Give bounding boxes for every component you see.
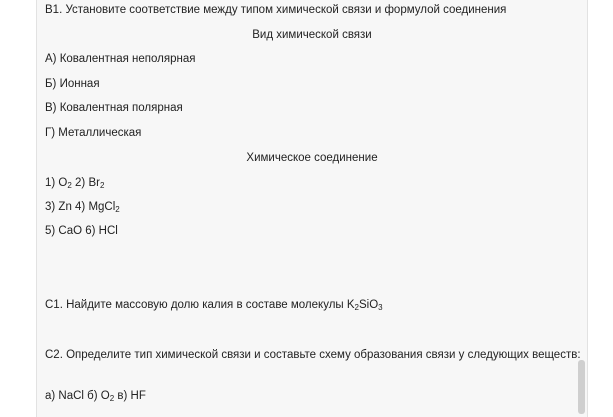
subscript: 2: [354, 303, 359, 312]
subscript: 2: [109, 394, 115, 403]
compound-text: 3) Zn 4) MgCl: [45, 201, 116, 213]
c1-text: С1. Найдите массовую долю калия в составе молекулы K: [45, 299, 355, 311]
subscript: 2: [99, 181, 105, 190]
compound-row-2: [45, 200, 120, 214]
bond-type-item: В) Ковалентная полярная: [45, 102, 183, 114]
compound-text: 2) Br: [71, 177, 100, 189]
bond-type-item: Б) Ионная: [45, 78, 100, 90]
c1-formula: SiO: [359, 299, 379, 311]
compound-text: 1) O: [45, 177, 68, 189]
c1-task: [45, 298, 383, 312]
compounds-heading: Химическое соединение: [246, 152, 378, 164]
bond-types-heading: Вид химической связи: [252, 29, 372, 41]
b1-task-title: В1. Установите соответствие между типом химической связи и формулой соединения: [45, 4, 507, 16]
scrollbar-thumb[interactable]: [578, 360, 585, 414]
bond-type-item: А) Ковалентная неполярная: [45, 53, 196, 65]
c2-options-text: в) HF: [114, 390, 146, 402]
c2-options-text: а) NaCl б) O: [45, 390, 110, 402]
compound-row-1: [45, 176, 104, 190]
subscript: 3: [378, 303, 383, 312]
subscript: 2: [115, 205, 120, 214]
compound-text: 5) CaO 6) HCl: [45, 225, 118, 237]
c2-options: [45, 389, 146, 403]
subscript: 2: [67, 181, 72, 190]
c2-task: С2. Определите тип химической связи и составьте схему образования связи у следующих веществ:: [45, 349, 581, 361]
compound-row-3: [45, 224, 118, 238]
bond-type-item: Г) Металлическая: [45, 127, 142, 139]
